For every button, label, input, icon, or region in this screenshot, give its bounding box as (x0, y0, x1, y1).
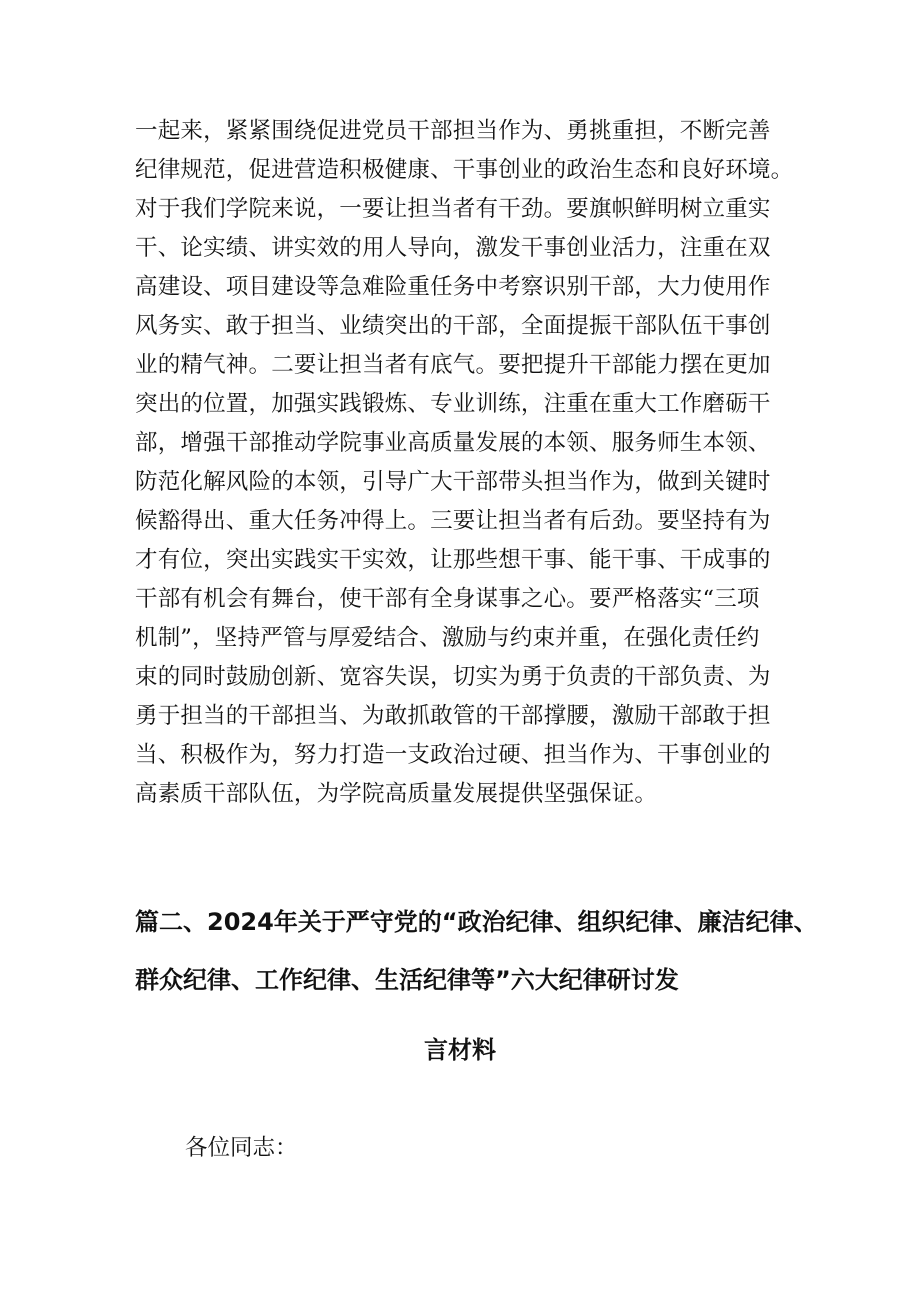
body-paragraph (135, 112, 795, 814)
paragraph-line: 风务实、敢于担当、业绩突出的干部，全面提振干部队伍干事创 (135, 313, 771, 339)
paragraph-line: 勇于担当的干部担当、为敢抓敢管的干部撑腰，激励干部敢于担 (135, 703, 771, 729)
section-heading-line-3 (0, 1030, 920, 1065)
paragraph-line: 才有位，突出实践实干实效，让那些想干事、能干事、干成事的 (135, 547, 771, 573)
section-heading-line-2: 群众纪律、工作纪律、生活纪律等”六大纪律研讨发 (135, 966, 679, 994)
salutation: 各位同志： (185, 1135, 298, 1161)
paragraph-line: 业的精气神。二要让担当者有底气。要把提升干部能力摆在更加 (135, 352, 771, 378)
paragraph-line: 机制”，坚持严管与厚爱结合、激励与约束并重，在强化责任约 (135, 625, 760, 651)
paragraph-line: 候豁得出、重大任务冲得上。三要让担当者有后劲。要坚持有为 (135, 508, 771, 534)
section-heading-line-3-text: 言材料 (424, 1036, 496, 1064)
paragraph-line: 对于我们学院来说，一要让担当者有干劲。要旗帜鲜明树立重实 (135, 196, 771, 222)
paragraph-line: 部，增强干部推动学院事业高质量发展的本领、服务师生本领、 (135, 430, 771, 456)
section-heading-line-1: 篇二、2024年关于严守党的“政治纪律、组织纪律、廉洁纪律、 (135, 908, 818, 936)
paragraph-line: 束的同时鼓励创新、宽容失误，切实为勇于负责的干部负责、为 (135, 664, 771, 690)
paragraph-line: 当、积极作为，努力打造一支政治过硬、担当作为、干事创业的 (135, 742, 771, 768)
paragraph-line: 高素质干部队伍，为学院高质量发展提供坚强保证。 (135, 781, 658, 807)
paragraph-line: 防范化解风险的本领，引导广大干部带头担当作为，做到关键时 (135, 469, 771, 495)
paragraph-line: 干部有机会有舞台，使干部有全身谋事之心。要严格落实“三项 (135, 586, 760, 612)
paragraph-line: 纪律规范，促进营造积极健康、干事创业的政治生态和良好环境。 (135, 157, 794, 183)
paragraph-line: 高建设、项目建设等急难险重任务中考察识别干部，大力使用作 (135, 274, 771, 300)
paragraph-line: 突出的位置，加强实践锻炼、专业训练，注重在重大工作磨砺干 (135, 391, 771, 417)
paragraph-line: 一起来，紧紧围绕促进党员干部担当作为、勇挑重担，不断完善 (135, 118, 771, 144)
paragraph-line: 干、论实绩、讲实效的用人导向，激发干事创业活力，注重在双 (135, 235, 771, 261)
